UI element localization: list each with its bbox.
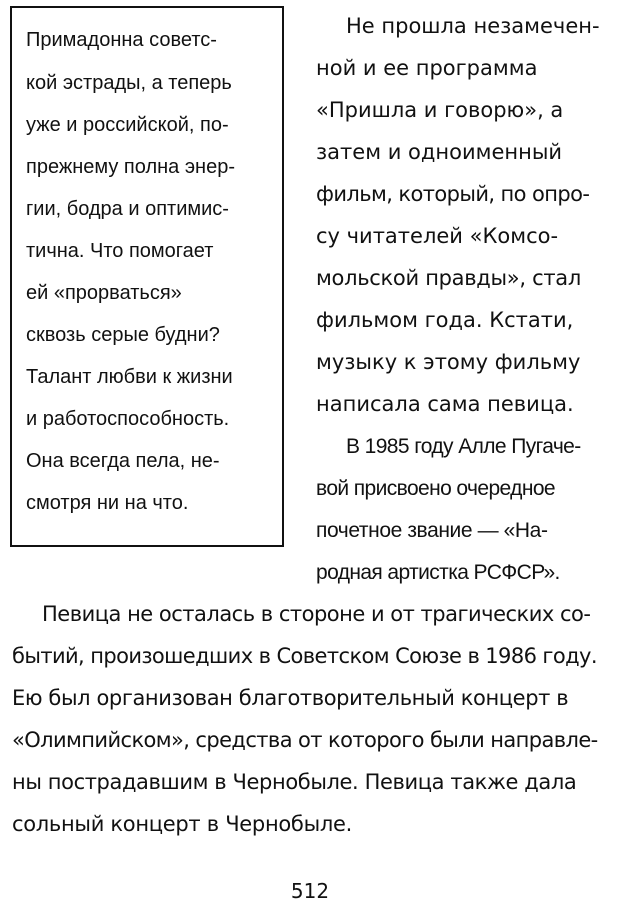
- sidebar-quote-line: смотря ни на что.: [26, 492, 189, 514]
- column-text-line: «Пришла и говорю», а: [316, 98, 564, 122]
- page-number: 512: [290, 879, 330, 903]
- column-text-line: написала сама певица.: [316, 392, 574, 416]
- column-text-line: В 1985 году Алле Пугаче-: [346, 435, 581, 458]
- column-text-line: родная артистка РСФСР».: [316, 561, 560, 584]
- body-text-line: Певица не осталась в стороне и от трагических со-: [42, 602, 591, 626]
- column-text-line: мольской правды», стал: [316, 266, 581, 290]
- body-text-line: «Олимпийском», средства от которого были направле-: [12, 728, 598, 752]
- column-text-line: почетное звание — «На-: [316, 519, 548, 542]
- sidebar-quote-line: прежнему полна энер-: [26, 156, 235, 178]
- column-text-line: ной и ее программа: [316, 56, 538, 80]
- column-text-line: Не прошла незамечен-: [346, 14, 600, 38]
- sidebar-quote-line: Она всегда пела, не-: [26, 450, 220, 472]
- column-text-line: музыку к этому фильму: [316, 350, 581, 374]
- sidebar-quote-line: и работоспособность.: [26, 408, 230, 430]
- sidebar-quote-line: сквозь серые будни?: [26, 324, 220, 346]
- sidebar-quote-line: кой эстрады, а теперь: [26, 72, 232, 94]
- body-text-line: бытий, произошедших в Советском Союзе в 1986 году.: [12, 644, 597, 668]
- sidebar-quote-line: ей «прорваться»: [26, 282, 182, 304]
- sidebar-quote-line: тична. Что помогает: [26, 240, 214, 262]
- sidebar-quote-line: Талант любви к жизни: [26, 366, 233, 388]
- body-text-line: Ею был организован благотворительный концерт в: [12, 686, 569, 710]
- body-text-line: ны пострадавшим в Чернобыле. Певица также дала: [12, 770, 577, 794]
- column-text-line: вой присвоено очередное: [316, 477, 555, 500]
- sidebar-quote-line: Примадонна советс-: [26, 29, 217, 51]
- sidebar-quote-line: уже и российской, по-: [26, 114, 229, 136]
- column-text-line: затем и одноименный: [316, 140, 563, 164]
- column-text-line: фильмом года. Кстати,: [316, 308, 574, 332]
- sidebar-quote-line: гии, бодра и оптимис-: [26, 198, 229, 220]
- body-text-line: сольный концерт в Чернобыле.: [12, 812, 352, 836]
- column-text-line: су читателей «Комсо-: [316, 224, 559, 248]
- column-text-line: фильм, который, по опро-: [316, 182, 590, 206]
